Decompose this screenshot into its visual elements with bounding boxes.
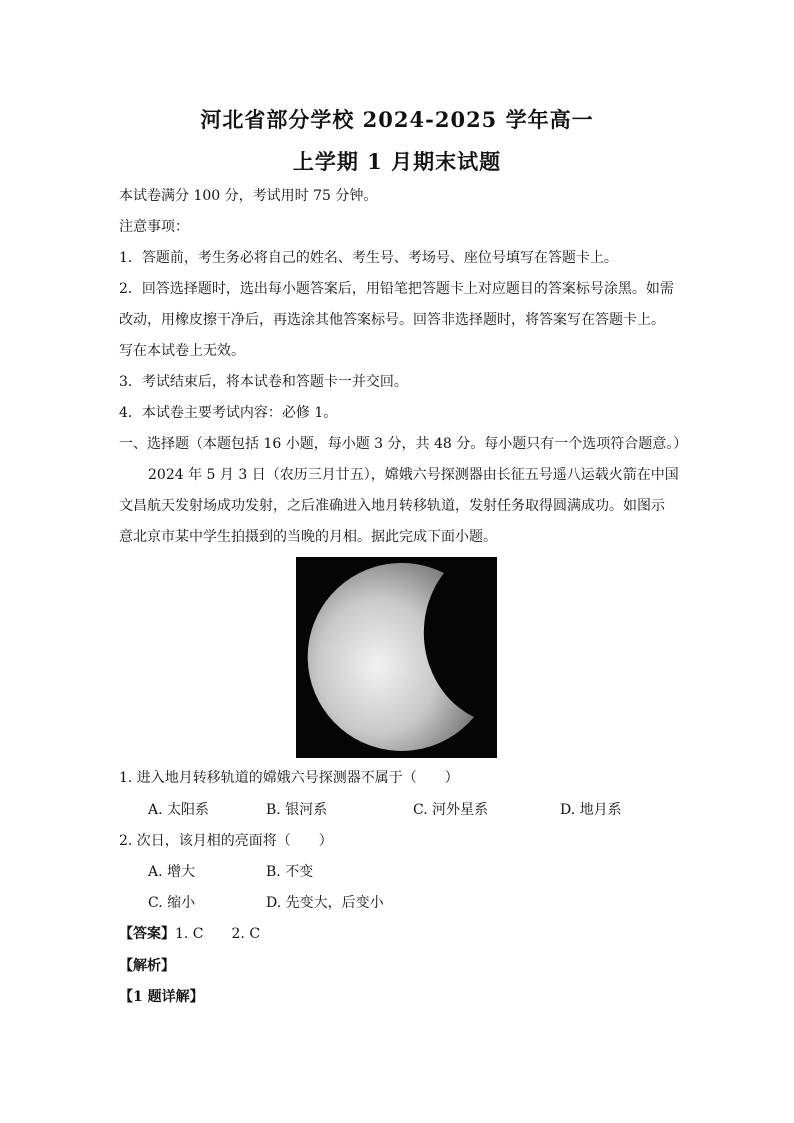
notice-item-3: 3．考试结束后，将本试卷和答题卡一并交回。 — [119, 374, 408, 390]
moon-phase-figure — [296, 557, 497, 758]
notice-heading: 注意事项： — [119, 219, 189, 235]
answer-line — [119, 924, 260, 944]
q2-option-d: D. 先变大，后变小 — [266, 895, 384, 911]
answer-label: 【答案】 — [119, 926, 175, 942]
exam-title-line2: 上学期 1 月期末试题 — [292, 149, 502, 174]
q2-option-b: B. 不变 — [266, 864, 314, 880]
exam-title-line1: 河北省部分学校 2024-2025 学年高一 — [200, 107, 594, 132]
passage-line-1: 2024 年 5 月 3 日（农历三月廿五），嫦娥六号探测器由长征五号遥八运载火箭在中国 — [148, 467, 679, 483]
answer-text: 1. C 2. C — [175, 926, 261, 942]
notice-item-2: 2．回答选择题时，选出每小题答案后，用铅笔把答题卡上对应题目的答案标号涂黑。如需 — [119, 281, 674, 297]
question-1-stem: 1. 进入地月转移轨道的嫦娥六号探测器不属于（ ） — [119, 770, 459, 786]
notice-item-1: 1．答题前，考生务必将自己的姓名、考生号、考场号、座位号填写在答题卡上。 — [119, 250, 618, 266]
q1-option-d: D. 地月系 — [560, 802, 622, 818]
passage-line-3: 意北京市某中学生拍摄到的当晚的月相。据此完成下面小题。 — [119, 529, 497, 545]
notice-item-2-cont: 改动，用橡皮擦干净后，再选涂其他答案标号。回答非选择题时，将答案写在答题卡上。 — [119, 312, 665, 328]
notice-item-2-end: 写在本试卷上无效。 — [119, 343, 245, 359]
passage-line-2: 文昌航天发射场成功发射，之后准确进入地月转移轨道，发射任务取得圆满成功。如图示 — [119, 498, 665, 514]
q2-option-c: C. 缩小 — [148, 895, 196, 911]
section-heading: 一、选择题（本题包括 16 小题，每小题 3 分，共 48 分。每小题只有一个选项符合题意。） — [119, 436, 688, 452]
analysis-label: 【解析】 — [119, 958, 175, 974]
question-2-stem: 2. 次日，该月相的亮面将（ ） — [119, 833, 333, 849]
intro-text: 本试卷满分 100 分，考试用时 75 分钟。 — [119, 188, 378, 204]
q1-option-a: A. 太阳系 — [148, 802, 210, 818]
q1-option-c: C. 河外星系 — [413, 802, 489, 818]
notice-item-4: 4．本试卷主要考试内容：必修 1。 — [119, 405, 338, 421]
q2-option-a: A. 增大 — [148, 864, 196, 880]
moon-icon — [296, 557, 497, 758]
detail-label: 【1 题详解】 — [119, 989, 204, 1005]
q1-option-b: B. 银河系 — [266, 802, 328, 818]
